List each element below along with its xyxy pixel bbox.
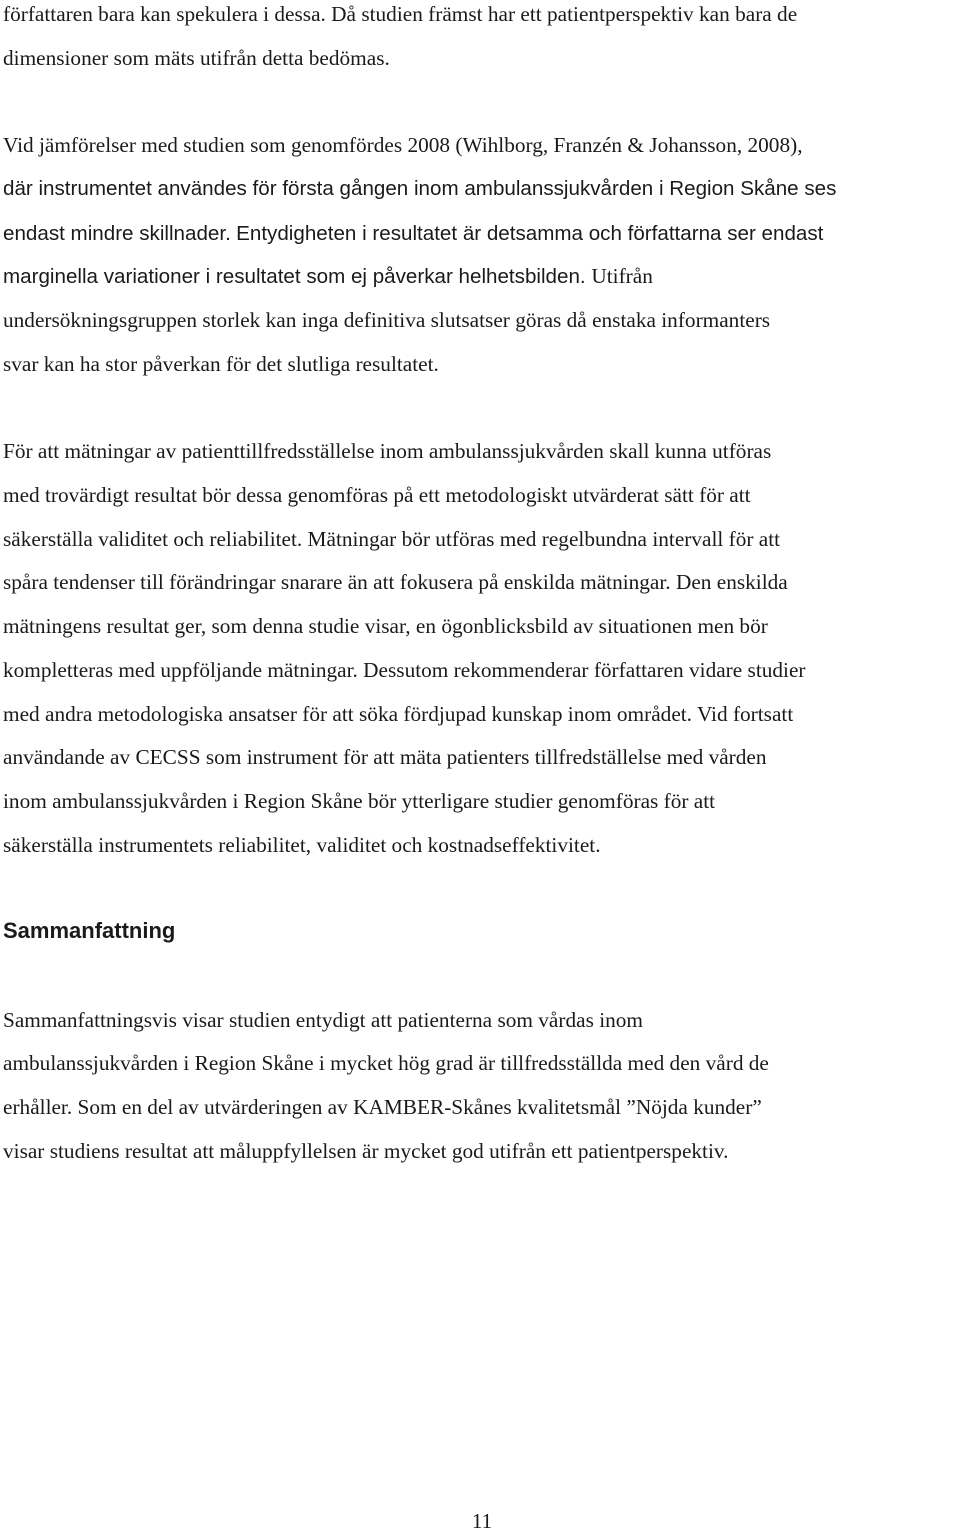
paragraph-4-line-2: ambulanssjukvården i Region Skåne i mycket hög grad är tillfredsställda med den vård de — [3, 1051, 769, 1075]
paragraph-2-line-4 — [3, 262, 653, 291]
paragraph-2-line-3 — [3, 219, 823, 248]
paragraph-2-line-4-text: marginella variationer i resultatet som ej påverkar helhetsbilden. — [3, 265, 586, 288]
paragraph-4-line-3: erhåller. Som en del av utvärderingen av KAMBER-Skånes kvalitetsmål ”Nöjda kunder” — [3, 1095, 762, 1119]
paragraph-3-line-9: inom ambulanssjukvården i Region Skåne bör ytterligare studier genomföras för att — [3, 789, 716, 813]
paragraph-2-line-2: där instrumentet användes för första gången inom ambulanssjukvården i Region Skåne ses — [3, 177, 837, 200]
paragraph-2-line-4-tail: Utifrån — [591, 264, 653, 288]
paragraph-2-line-6: svar kan ha stor påverkan för det slutliga resultatet. — [3, 352, 439, 376]
paragraph-3-line-1: För att mätningar av patienttillfredsställelse inom ambulanssjukvården skall kunna utföras — [3, 439, 772, 463]
paragraph-1-line-1: författaren bara kan spekulera i dessa. Då studien främst har ett patientperspektiv kan bara de — [3, 2, 798, 26]
section-heading: Sammanfattning — [3, 918, 176, 943]
paragraph-3-line-6: kompletteras med uppföljande mätningar. Dessutom rekommenderar författaren vidare studier — [3, 658, 806, 682]
paragraph-2-line-1: Vid jämförelser med studien som genomfördes 2008 (Wihlborg, Franzén & Johansson, 2008), — [3, 133, 803, 157]
paragraph-3-line-8: användande av CECSS som instrument för att mäta patienters tillfredställelse med vården — [3, 745, 767, 769]
paragraph-2-line-5: undersökningsgruppen storlek kan inga definitiva slutsatser göras då enstaka informanters — [3, 308, 771, 332]
paragraph-4-line-4: visar studiens resultat att måluppfyllelsen är mycket god utifrån ett patientperspektiv. — [3, 1139, 729, 1163]
paragraph-3-line-3: säkerställa validitet och reliabilitet. Mätningar bör utföras med regelbundna intervall för att — [3, 527, 781, 551]
paragraph-4-line-1: Sammanfattningsvis visar studien entydigt att patienterna som vårdas inom — [3, 1008, 643, 1032]
paragraph-3-line-7: med andra metodologiska ansatser för att söka fördjupad kunskap inom området. Vid fortsatt — [3, 702, 794, 726]
paragraph-2-line-3-sans: endast mindre skillnader. — [3, 222, 231, 245]
page-number: 11 — [471, 1509, 493, 1533]
paragraph-3-line-4: spåra tendenser till förändringar snarare än att fokusera på enskilda mätningar. Den enskilda — [3, 570, 788, 594]
paragraph-2-line-3-tail: Entydigheten i resultatet är detsamma och författarna ser endast — [236, 222, 824, 245]
paragraph-3-line-2: med trovärdigt resultat bör dessa genomföras på ett metodologiskt utvärderat sätt för att — [3, 483, 751, 507]
paragraph-1-line-2: dimensioner som mäts utifrån detta bedömas. — [3, 46, 390, 70]
paragraph-3-line-5: mätningens resultat ger, som denna studie visar, en ögonblicksbild av situationen men bör — [3, 614, 768, 638]
paragraph-3-line-10: säkerställa instrumentets reliabilitet, validitet och kostnadseffektivitet. — [3, 833, 601, 857]
